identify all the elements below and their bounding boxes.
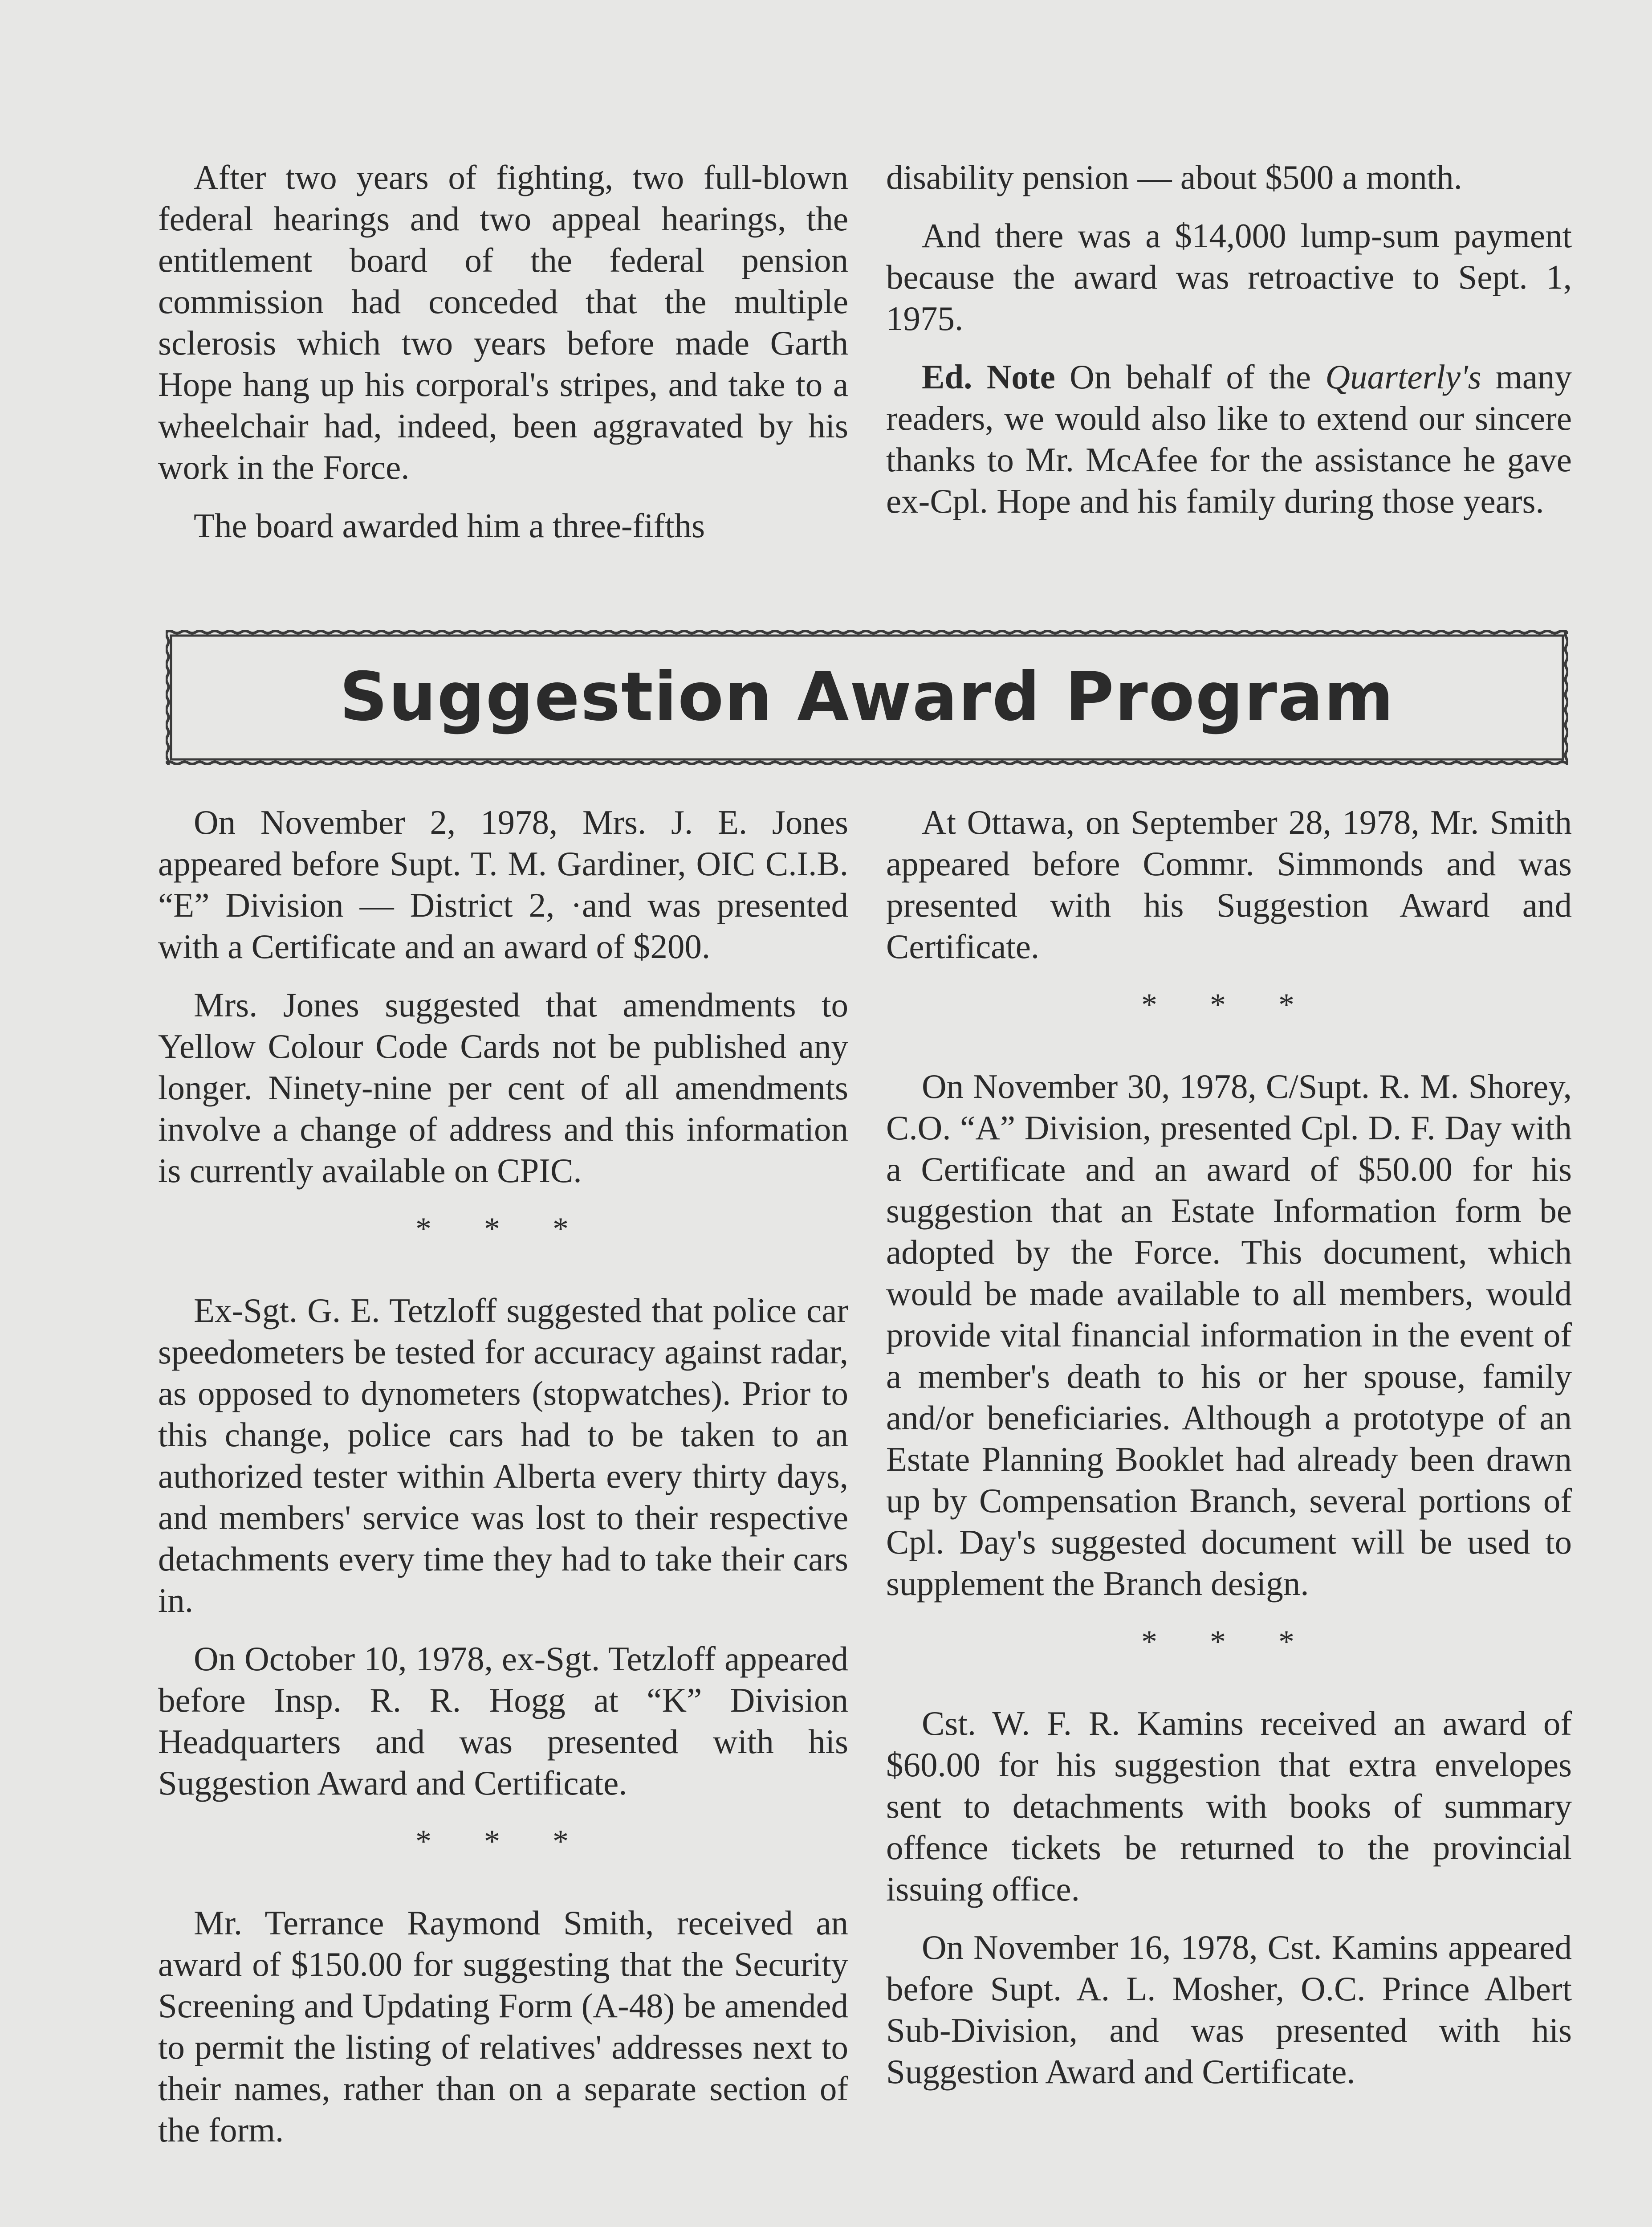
paragraph: And there was a $14,000 lump-sum payment because the award was retroactive to Sept. 1, 1975. <box>886 216 1572 338</box>
editor-note-text: On behalf of the <box>1055 358 1326 396</box>
top-left-column <box>158 157 848 563</box>
editor-note-publication: Quarterly's <box>1325 358 1481 396</box>
paragraph: At Ottawa, on September 28, 1978, Mr. Smith appeared before Commr. Simmonds and was presented with his Suggestion Award and Certificate. <box>886 803 1572 966</box>
paragraph: On November 16, 1978, Cst. Kamins appeared before Supt. A. L. Mosher, O.C. Prince Albert Sub-Division, and was presented with his Suggestion Award and Certificate. <box>886 1928 1572 2091</box>
editor-note-text: many readers, we would also like to extend our sincere thanks to Mr. McAfee for the assistance he gave ex-Cpl. Hope and his family during those years. <box>886 358 1572 520</box>
section-separator: * * * <box>1141 987 1317 1023</box>
section-separator: * * * <box>1141 1624 1317 1660</box>
section-separator: * * * <box>415 1823 591 1859</box>
paragraph: The board awarded him a three-fifths <box>194 506 705 545</box>
paragraph: Cst. W. F. R. Kamins received an award of $60.00 for his suggestion that extra envelopes sent to detachments with books of summary offence tickets be returned to the provincial issuing office. <box>886 1704 1572 1908</box>
bottom-right-column <box>886 802 1572 2109</box>
paragraph: On November 30, 1978, C/Supt. R. M. Shorey, C.O. “A” Division, presented Cpl. D. F. Day with a Certificate and an award of $50.00 for his suggestion that an Estate Information form be adopted by the Force. This document, which would be made available to all members, would provide vital financial information in the event of a member's death to his or her spouse, family and/or beneficiaries. Although a prototype of an Estate Planning Booklet had already been drawn up by Compensation Branch, several portions of Cpl. Day's suggested document will be used to supplement the Branch design. <box>886 1067 1572 1603</box>
editor-note <box>886 356 1572 522</box>
paragraph: Mr. Terrance Raymond Smith, received an award of $150.00 for suggesting that the Security Screening and Updating Form (A-48) be amended to permit the listing of relatives' addresses next to their names, rather than on a separate section of the form. <box>158 1904 848 2149</box>
top-right-column <box>886 157 1572 539</box>
editor-note-label: Ed. Note <box>922 358 1055 396</box>
section-separator: * * * <box>415 1211 591 1247</box>
paragraph: Mrs. Jones suggested that amendments to Yellow Colour Code Cards not be published any longer. Ninety-nine per cent of all amendments involve a change of address and this information is currently available on CPIC. <box>158 986 848 1190</box>
paragraph: After two years of fighting, two full-blown federal hearings and two appeal hearings, the entitlement board of the federal pension commission had conceded that the multiple sclerosis which two years before made Garth Hope hang up his corporal's stripes, and take to a wheelchair had, indeed, been aggravated by his work in the Force. <box>158 158 848 486</box>
section-title: Suggestion Award Program <box>339 658 1395 736</box>
paragraph: Ex-Sgt. G. E. Tetzloff suggested that police car speedometers be tested for accuracy against radar, as opposed to dynometers (stopwatches). Prior to this change, police cars had to be taken to an authorized tester within Alberta every thirty days, and members' service was lost to their respective detachments every time they had to take their cars in. <box>158 1291 848 1619</box>
paragraph: On November 2, 1978, Mrs. J. E. Jones appeared before Supt. T. M. Gardiner, OIC C.I.B. “E” Division — District 2, ·and was presented with a Certificate and an award of $200. <box>158 803 848 966</box>
paragraph: disability pension — about $500 a month. <box>886 158 1462 196</box>
bottom-left-column <box>158 802 848 2168</box>
section-banner <box>166 630 1568 765</box>
paragraph: On October 10, 1978, ex-Sgt. Tetzloff appeared before Insp. R. R. Hogg at “K” Division Headquarters and was presented with his Suggestion Award and Certificate. <box>158 1640 848 1802</box>
